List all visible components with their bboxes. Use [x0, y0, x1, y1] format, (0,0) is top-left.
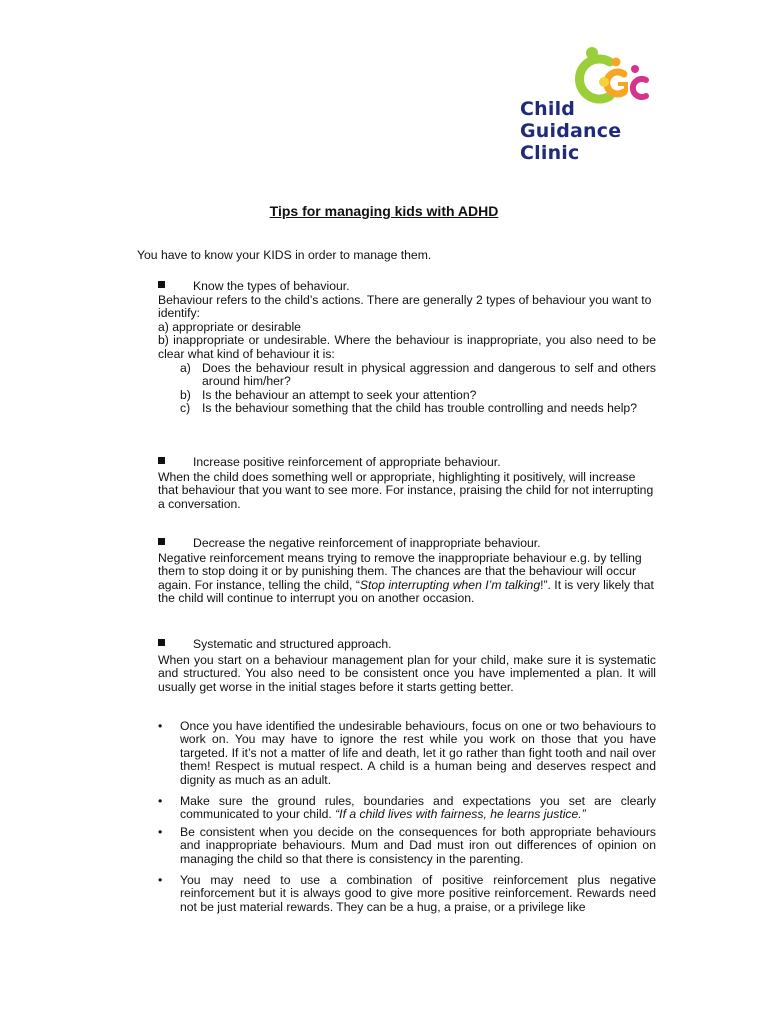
paragraph: Behaviour refers to the child’s actions. There are generally 2 types of behaviour you want to identify: — [158, 293, 652, 321]
section-body-decrease — [158, 552, 656, 606]
paragraph: When you start on a behaviour management plan for your child, make sure it is systematic and structured. You also need to be consistent once you have implemented a plan. It will usually get worse in the initial stages before it starts getting better. — [158, 653, 656, 694]
heading-initial: D — [193, 536, 202, 550]
logo-word-clinic: Clinic — [520, 142, 580, 164]
list-item — [158, 720, 656, 787]
list-marker: b) — [180, 387, 191, 402]
list-item-text: Once you have identified the undesirable behaviours, focus on one or two behaviours to work on. You may have to ignore the rest while you work on those that you have targeted. If it’s not a matter of life and death, let it go rather than fight tooth and nail over them! Respect is mutual respect. A child is a human being and deserves respect and dignity as much as an adult. — [180, 719, 656, 787]
paragraph — [158, 552, 656, 606]
square-bullet-icon — [158, 639, 165, 646]
list-item-text: Is the behaviour something that the child has trouble controlling and needs help? — [202, 401, 637, 416]
list-item-text: Make sure the ground rules, boundaries and expectations you set are clearly communicated to your child. — [180, 794, 656, 822]
quote-text: Stop interrupting when I’m talking — [359, 577, 541, 592]
list-item — [158, 874, 656, 914]
tips-bullet-list — [158, 720, 656, 914]
list-item-text: You may need to use a combination of positive reinforcement plus negative reinforcement but it is always good to give more positive reinforcement. Rewards need not be just material rewards. They can be a hug, a praise, or a privilege like — [180, 873, 656, 914]
paragraph: a) appropriate or desirable — [158, 319, 301, 334]
heading-rest: ecrease the negative reinforcement of inappropriate behaviour. — [201, 536, 541, 550]
behaviour-questions-list — [158, 362, 656, 416]
bullet-dot-icon: • — [158, 873, 163, 888]
section-body-know — [158, 294, 656, 361]
list-item — [158, 389, 656, 402]
child-guidance-clinic-logo — [514, 44, 660, 164]
section-body-systematic — [158, 654, 656, 694]
list-item-text: Does the behaviour result in physical aggression and dangerous to self and others around him/her? — [202, 361, 656, 389]
list-item — [158, 795, 656, 822]
list-item — [158, 362, 656, 389]
heading-rest: ncrease positive reinforcement of appropriate behaviour. — [196, 455, 501, 469]
bullet-dot-icon: • — [158, 794, 163, 809]
paragraph: When the child does something well or appropriate, highlighting it positively, will increase that behaviour that you want to see more. For instance, praising the child for not interrupting a conversation. — [158, 470, 654, 511]
logo-mark-icon — [514, 44, 660, 104]
heading-initial: K — [193, 279, 202, 293]
square-bullet-icon — [158, 281, 165, 288]
bullet-dot-icon: • — [158, 719, 163, 733]
list-item — [158, 826, 656, 866]
square-bullet-icon — [158, 538, 165, 545]
quote-text: “If a child lives with fairness, he learns justice.” — [335, 807, 586, 822]
list-marker: a) — [180, 361, 191, 375]
paragraph: b) inappropriate or undesirable. Where the behaviour is inappropriate, you also need to be clear what kind of behaviour it is: — [158, 333, 656, 361]
list-item-text: Is the behaviour an attempt to seek your attention? — [202, 387, 477, 402]
list-item-text: Be consistent when you decide on the consequences for both appropriate behaviours and inappropriate behaviours. Mum and Dad must iron out differences of opinion on managing the child so that there is consistency in the parenting. — [180, 824, 656, 866]
list-marker: c) — [180, 401, 191, 416]
square-bullet-icon — [158, 457, 165, 464]
intro-text: You have to know your KIDS in order to manage them. — [137, 248, 432, 262]
heading-rest: now the types of behaviour. — [201, 279, 350, 293]
list-item — [158, 402, 656, 415]
logo-word-child: Child — [520, 98, 576, 120]
paragraph-text: Negative reinforcement means trying to remove the inappropriate behaviour e.g. by telling them to stop doing it or by punishing them. The chances are that the behaviour will occur again. For instance, telling the child, “ — [158, 551, 642, 592]
heading-rest: ystematic and structured approach. — [201, 637, 392, 651]
section-body-increase — [158, 471, 656, 511]
paragraph-text: !”. It is very likely that the child will continue to interrupt you on another occasion. — [158, 577, 654, 606]
logo-word-guidance: Guidance — [520, 120, 622, 142]
document-title: Tips for managing kids with ADHD — [269, 203, 499, 219]
heading-initial: I — [193, 455, 197, 469]
heading-initial: S — [193, 637, 202, 651]
bullet-dot-icon: • — [158, 824, 163, 839]
